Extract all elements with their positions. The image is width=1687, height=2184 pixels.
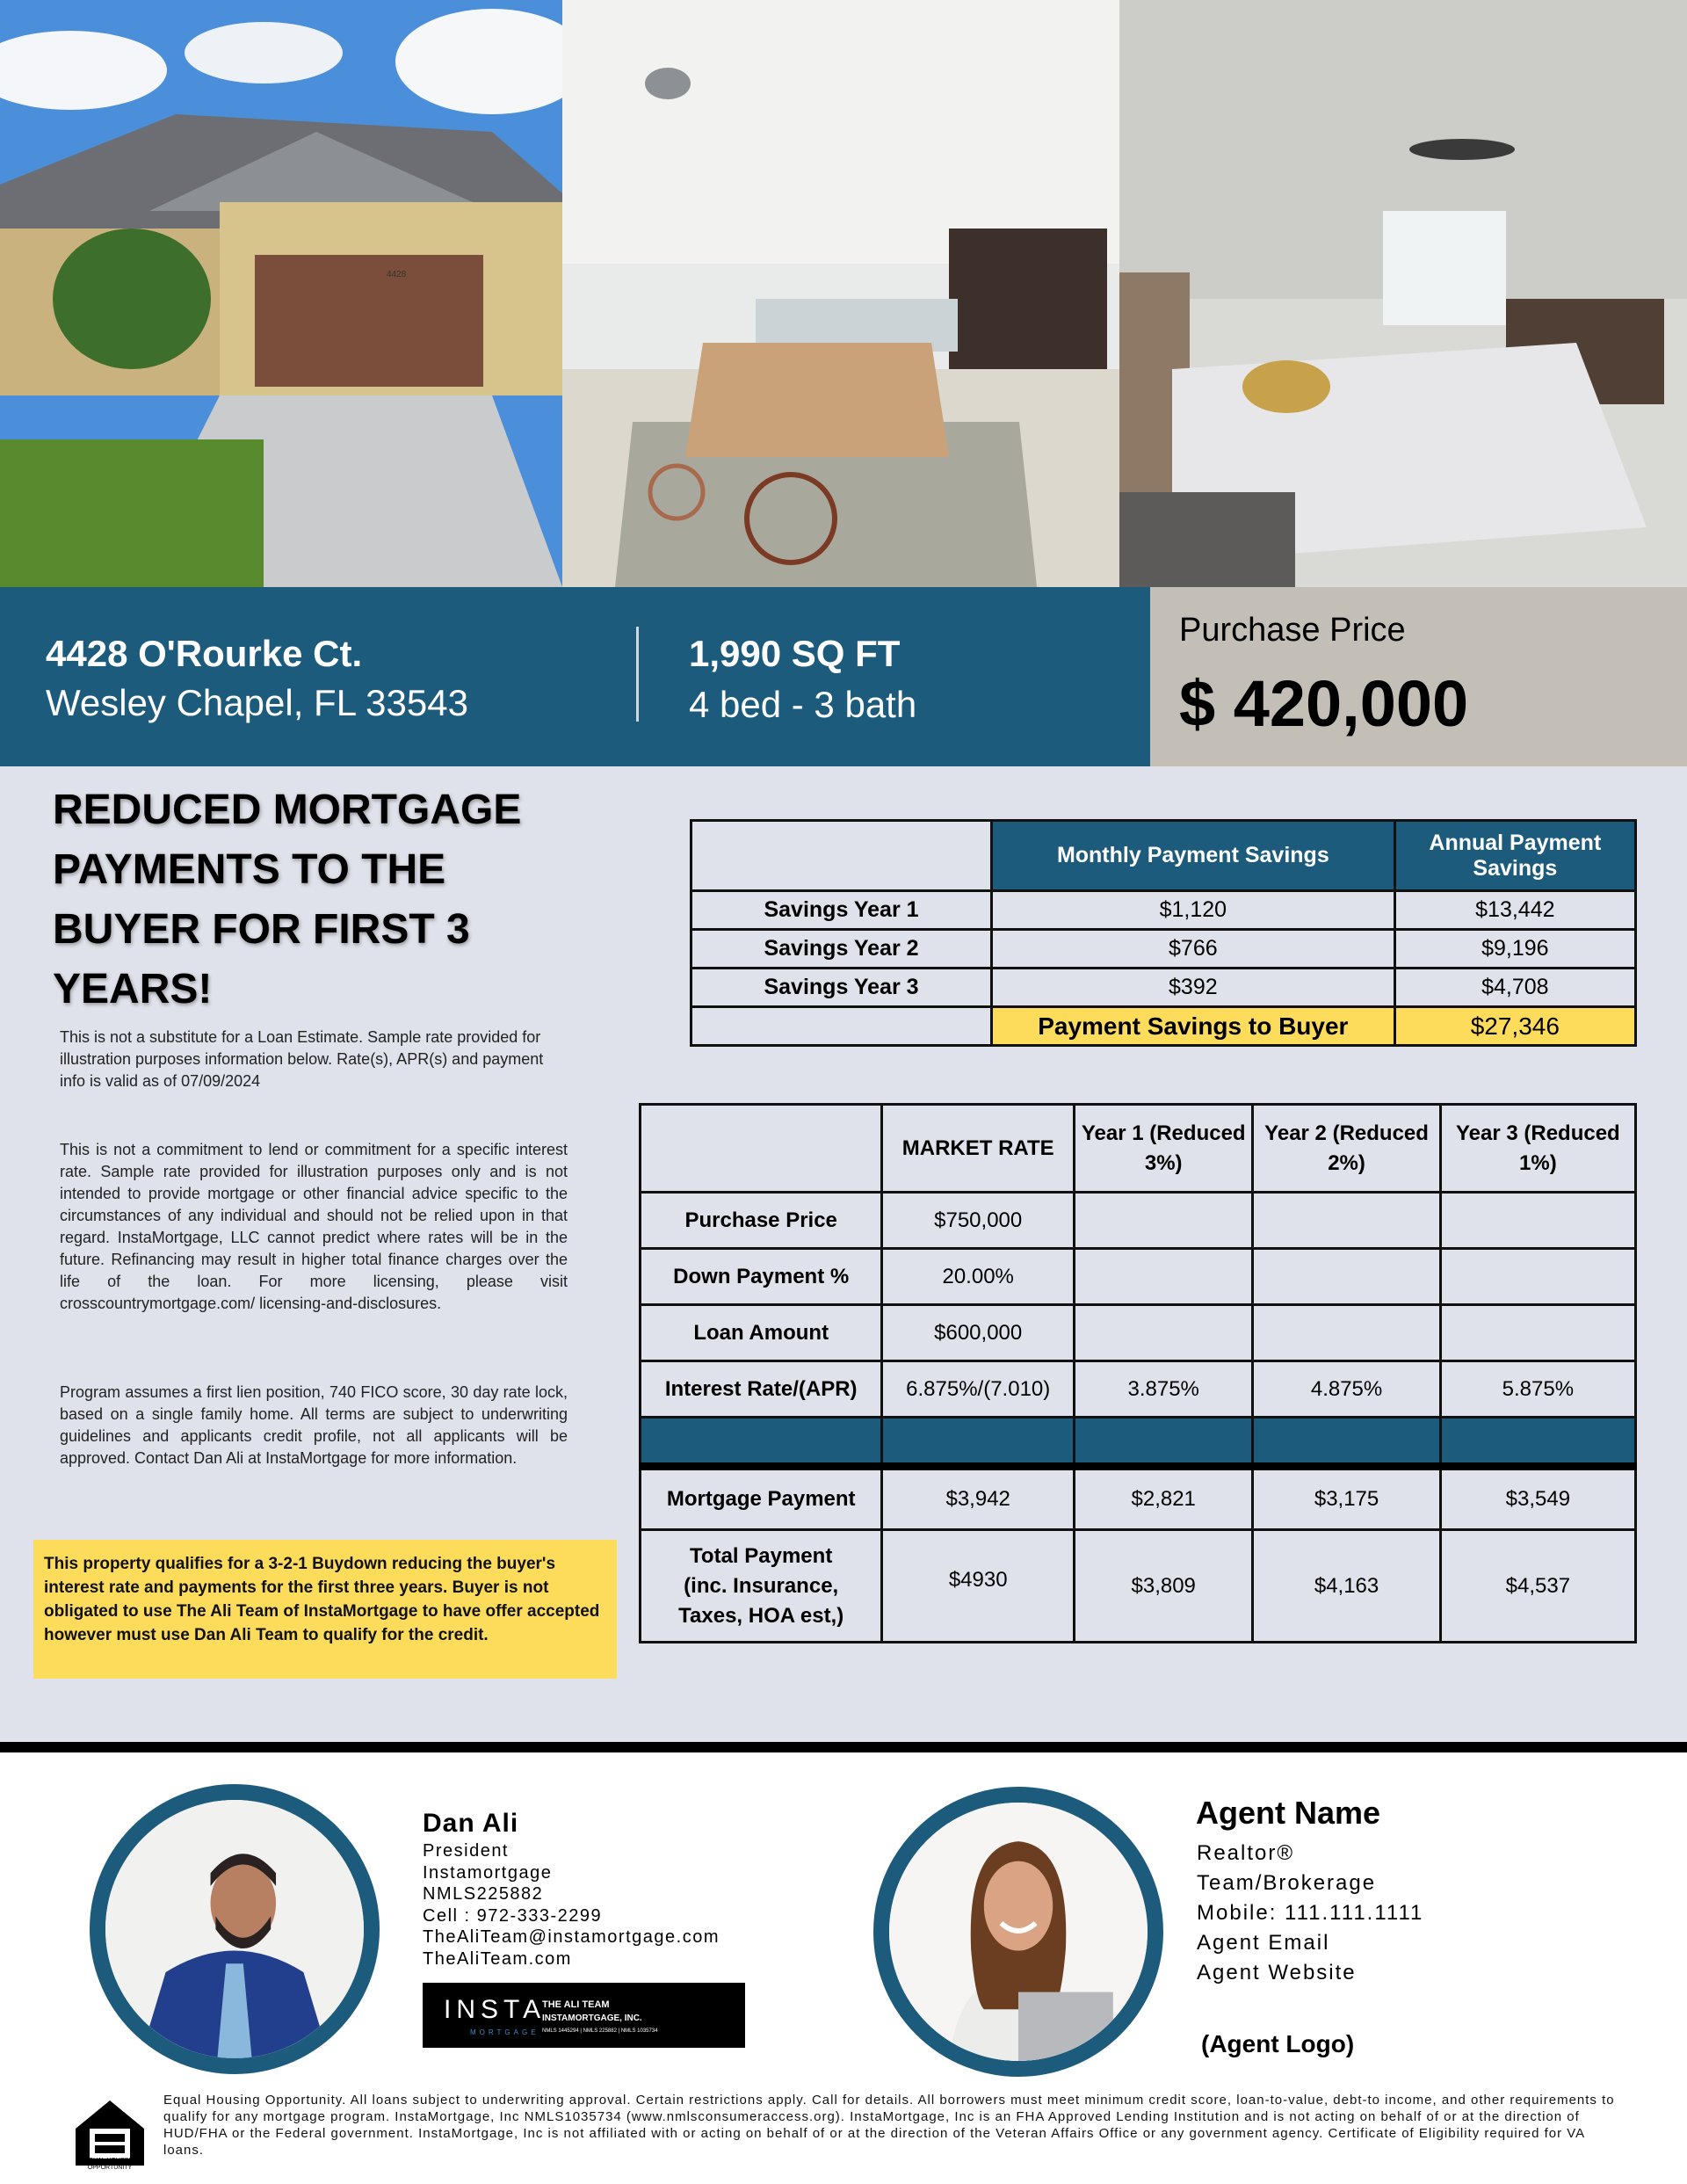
agent-logo-placeholder: (Agent Logo) [1201, 2030, 1355, 2057]
cell: $2,821 [1075, 1467, 1253, 1530]
square-footage: 1,990 SQ FT [689, 633, 901, 674]
agent-photo [873, 1787, 1163, 2077]
cell [1075, 1249, 1253, 1305]
instamortgage-logo [423, 1983, 745, 2048]
agent-details [1197, 1839, 1423, 1988]
cell-blank [1075, 1418, 1253, 1467]
table-row [641, 1467, 1636, 1530]
agent-email[interactable]: Agent Email [1197, 1931, 1330, 1955]
loan-officer-nmls: NMLS225882 [423, 1884, 544, 1904]
cell: 20.00% [882, 1249, 1075, 1305]
mortgage-comparison-table [639, 1103, 1637, 1643]
total-row [691, 1007, 1636, 1046]
cell: 3.875% [1075, 1361, 1253, 1418]
mort-header-market: MARKET RATE [882, 1105, 1075, 1193]
disclaimer-program: Program assumes a first lien position, 740 FICO score, 30 day rate lock, based on a single family home. All terms are subject to underwriting guidelines and applicants credit profile, not all applicants will be approved. Contact Dan Ali at InstaMortgage for more information. [60, 1383, 568, 1467]
price-value: $ 420,000 [1179, 667, 1469, 740]
loan-officer-email[interactable]: TheAliTeam@instamortgage.com [423, 1927, 720, 1947]
mort-header-year3: Year 3 (Reduced 1%) [1440, 1105, 1635, 1193]
row-label: Purchase Price [641, 1193, 882, 1249]
svg-text:4428: 4428 [387, 270, 407, 279]
mort-header-year2: Year 2 (Reduced 2%) [1253, 1105, 1440, 1193]
cell: 6.875%/(7.010) [882, 1361, 1075, 1418]
row-label: Total Payment (inc. Insurance, Taxes, HOA est,) [641, 1530, 882, 1643]
property-info-bar [0, 587, 1150, 766]
cell [1253, 1305, 1440, 1361]
loan-officer-title: President [423, 1841, 509, 1861]
separator-row [641, 1418, 1636, 1467]
cell [1440, 1193, 1635, 1249]
savings-header-monthly: Monthly Payment Savings [992, 821, 1395, 891]
cell-blank [641, 1418, 882, 1467]
table-row [641, 1361, 1636, 1418]
purchase-price-box [1150, 587, 1687, 766]
beds-baths: 4 bed - 3 bath [689, 684, 917, 725]
street-address: 4428 O'Rourke Ct. [46, 633, 363, 674]
logo-company-text: INSTAMORTGAGE, INC. [542, 2013, 642, 2023]
agent-brokerage: Team/Brokerage [1197, 1871, 1377, 1895]
savings-header-blank [691, 821, 992, 891]
cell-blank [1440, 1418, 1635, 1467]
savings-header-annual: Annual Payment Savings [1394, 821, 1635, 891]
cell: $13,442 [1394, 891, 1635, 930]
cell: $600,000 [882, 1305, 1075, 1361]
cell: $1,120 [992, 891, 1395, 930]
legal-fine-print: Equal Housing Opportunity. All loans subject to underwriting approval. Certain restrictions apply. Call for details. All borrowers must meet minimum credit score, loan-to-value, debt-to income, and other requirements to qualify for any mortgage program. InstaMortgage, Inc NMLS1035734 (www.nmlsconsumeraccess.org). InstaMortgage, Inc is an FHA Approved Lending Institution and is not acting on behalf of or at the direction of HUD/FHA or the Federal government. InstaMortgage, Inc is not affiliated with or acting on behalf of or at the direction of the Veteran Affairs Office or any government agency. Certificate of Eligibility required for VA loans. [163, 2093, 1615, 2158]
table-row [691, 969, 1636, 1007]
row-label: Savings Year 2 [691, 930, 992, 969]
agent-name: Agent Name [1196, 1795, 1381, 1831]
cell-blank [882, 1418, 1075, 1467]
logo-insta-text: INSTA [444, 1995, 547, 2024]
total-value: $27,346 [1394, 1007, 1635, 1046]
bedroom-photo [1119, 0, 1687, 587]
kitchen-dining-photo [562, 0, 1119, 587]
cell [1440, 1305, 1635, 1361]
row-label: Loan Amount [641, 1305, 882, 1361]
loan-officer-website[interactable]: TheAliTeam.com [423, 1948, 572, 1969]
city-state-zip: Wesley Chapel, FL 33543 [46, 682, 468, 723]
cell: 5.875% [1440, 1361, 1635, 1418]
agent-website[interactable]: Agent Website [1197, 1961, 1357, 1984]
equal-housing-label: EQUAL HOUSING OPPORTUNITY [83, 2158, 136, 2171]
loan-officer-company: Instamortgage [423, 1862, 553, 1883]
table-row [691, 891, 1636, 930]
agent-title: Realtor® [1197, 1841, 1295, 1865]
cell: $4,537 [1440, 1530, 1635, 1643]
cell: $3,175 [1253, 1467, 1440, 1530]
table-row [641, 1305, 1636, 1361]
total-label: Payment Savings to Buyer [992, 1007, 1395, 1046]
table-row [641, 1530, 1636, 1643]
loan-officer-details [423, 1840, 720, 1970]
loan-officer-phone: Cell : 972-333-2299 [423, 1905, 603, 1926]
cell-blank [691, 1007, 992, 1046]
cell [1075, 1305, 1253, 1361]
cell: $750,000 [882, 1193, 1075, 1249]
cell-blank [1253, 1418, 1440, 1467]
cell: $4,163 [1253, 1530, 1440, 1643]
cell: $766 [992, 930, 1395, 969]
cell: $3,809 [1075, 1530, 1253, 1643]
buydown-note: This property qualifies for a 3-2-1 Buydown reducing the buyer's interest rate and payments for the first three years. Buyer is not obligated to use The Ali Team of InstaMortgage to have offer accepted however must use Dan Ali Team to qualify for the credit. [33, 1540, 617, 1679]
row-label: Savings Year 1 [691, 891, 992, 930]
loan-officer-photo [90, 1784, 380, 2074]
cell: 4.875% [1253, 1361, 1440, 1418]
row-label: Savings Year 3 [691, 969, 992, 1007]
table-row [691, 930, 1636, 969]
row-label: Interest Rate/(APR) [641, 1361, 882, 1418]
row-label: Mortgage Payment [641, 1467, 882, 1530]
price-label: Purchase Price [1179, 612, 1406, 649]
loan-officer-name: Dan Ali [423, 1809, 519, 1838]
cell: $3,549 [1440, 1467, 1635, 1530]
divider [636, 627, 639, 722]
mort-header-year1: Year 1 (Reduced 3%) [1075, 1105, 1253, 1193]
exterior-photo [0, 0, 562, 587]
logo-nmls-text: NMLS 1445294 | NMLS 225882 | NMLS 1035734 [542, 2028, 658, 2034]
footer-divider [0, 1742, 1687, 1752]
table-row [641, 1249, 1636, 1305]
agent-mobile: Mobile: 111.111.1111 [1197, 1901, 1424, 1925]
cell: $3,942 [882, 1467, 1075, 1530]
cell: $9,196 [1394, 930, 1635, 969]
mort-header-blank [641, 1105, 882, 1193]
savings-table [690, 819, 1637, 1047]
logo-team-text: THE ALI TEAM [542, 1999, 610, 2010]
cell [1253, 1193, 1440, 1249]
cell: $392 [992, 969, 1395, 1007]
cell [1253, 1249, 1440, 1305]
cell [1440, 1249, 1635, 1305]
cell [1075, 1193, 1253, 1249]
row-label: Down Payment % [641, 1249, 882, 1305]
disclaimer-loan-estimate: This is not a substitute for a Loan Estimate. Sample rate provided for illustration purposes information below. Rate(s), APR(s) and payment info is valid as of 07/09/2024 [60, 1028, 544, 1090]
table-row [641, 1193, 1636, 1249]
disclaimer-commitment: This is not a commitment to lend or commitment for a specific interest rate. Sample rate provided for illustration purposes only and is not intended to provide mortgage or other financial advice specific to the circumstances of any individual and should not be relied upon in that regard. InstaMortgage, LLC cannot predict where rates will be in the future. Refinancing may result in higher total finance charges over the life of the loan. For more licensing, please visit crosscountrymortgage.com/ licensing-and-disclosures. [60, 1141, 568, 1312]
logo-mortgage-text: MORTGAGE [470, 2028, 539, 2036]
cell: $4930 [882, 1530, 1075, 1643]
cell: $4,708 [1394, 969, 1635, 1007]
headline: REDUCED MORTGAGE PAYMENTS TO THE BUYER FOR FIRST 3 YEARS! [53, 787, 522, 1012]
